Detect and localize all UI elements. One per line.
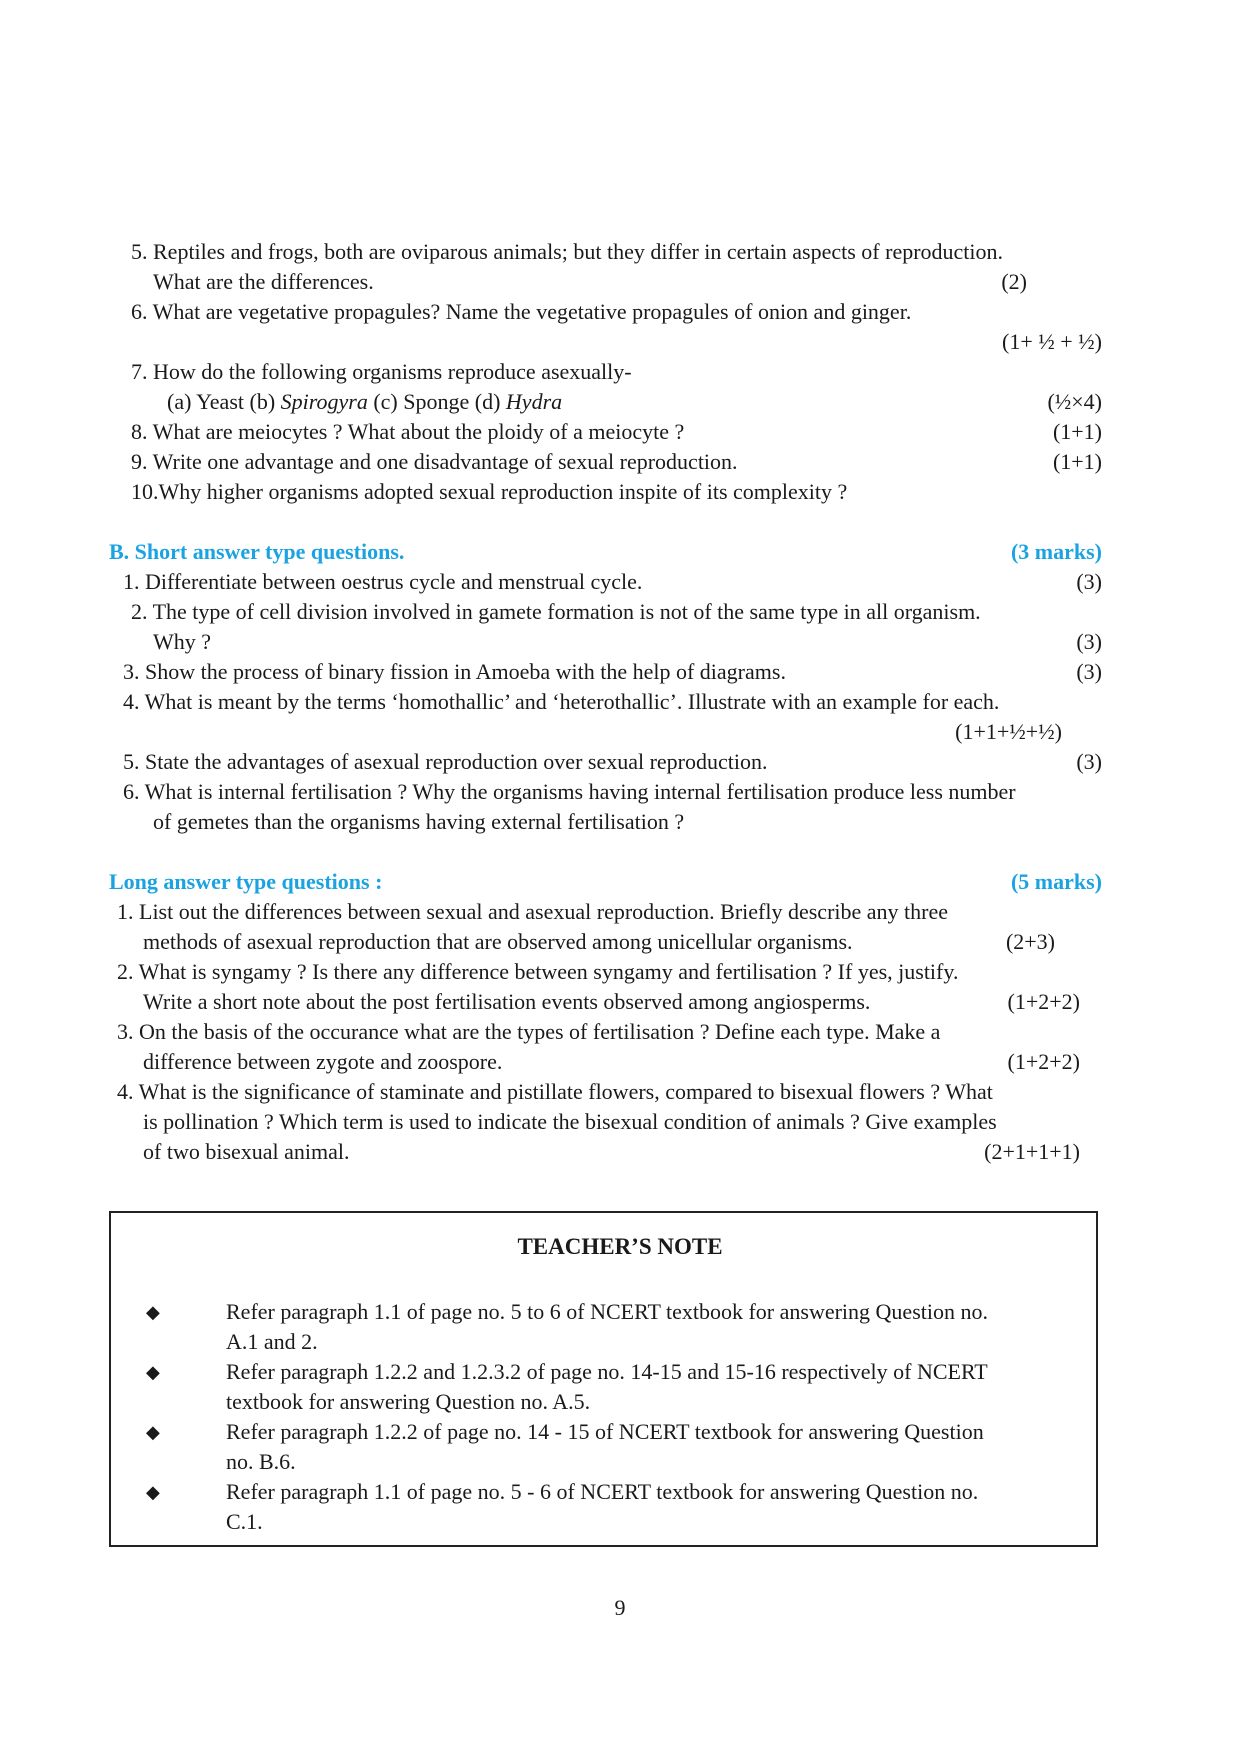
question-a7-options xyxy=(167,387,562,417)
question-c2-marks: (1+2+2) xyxy=(1007,989,1080,1014)
question-c1-marks: (2+3) xyxy=(1005,929,1055,954)
question-a5-marks: (2) xyxy=(1001,269,1027,294)
question-b2-line1: 2. The type of cell division involved in gamete formation is not of the same type in all organism. xyxy=(131,599,981,624)
question-a8-marks: (1+1) xyxy=(1052,419,1102,444)
diamond-bullet-icon: ◆ xyxy=(146,1302,160,1322)
question-a5-line2: What are the differences. xyxy=(153,269,374,294)
question-c2-line2: Write a short note about the post fertilisation events observed among angiosperms. xyxy=(143,989,871,1014)
diamond-bullet-icon: ◆ xyxy=(146,1362,160,1382)
question-c3-marks: (1+2+2) xyxy=(1007,1049,1080,1074)
question-a10: 10.Why higher organisms adopted sexual reproduction inspite of its complexity ? xyxy=(131,479,848,504)
note-4-line2: C.1. xyxy=(226,1509,263,1534)
question-a7-line1: 7. How do the following organisms reproduce asexually- xyxy=(131,359,632,384)
section-b-heading: B. Short answer type questions. xyxy=(109,539,405,564)
question-a7-marks: (½×4) xyxy=(1047,389,1102,414)
question-a8: 8. What are meiocytes ? What about the ploidy of a meiocyte ? xyxy=(131,419,685,444)
question-a7-part-a: (a) Yeast (b) xyxy=(167,389,281,414)
page-number: 9 xyxy=(614,1595,626,1620)
note-3-line1: Refer paragraph 1.2.2 of page no. 14 - 15 of NCERT textbook for answering Question xyxy=(226,1419,984,1444)
diamond-bullet-icon: ◆ xyxy=(146,1422,160,1442)
question-b4-line1: 4. What is meant by the terms ‘homothallic’ and ‘heterothallic’. Illustrate with an example for each. xyxy=(123,689,1000,714)
question-c3-line2: difference between zygote and zoospore. xyxy=(143,1049,503,1074)
question-b1-marks: (3) xyxy=(1076,569,1102,594)
question-a6-marks: (1+ ½ + ½) xyxy=(1002,329,1102,354)
note-1-line1: Refer paragraph 1.1 of page no. 5 to 6 of NCERT textbook for answering Question no. xyxy=(226,1299,988,1324)
question-c4-line2: is pollination ? Which term is used to indicate the bisexual condition of animals ? Give examples xyxy=(143,1109,997,1134)
diamond-bullet-icon: ◆ xyxy=(146,1482,160,1502)
question-b3-marks: (3) xyxy=(1076,659,1102,684)
question-c3-line1: 3. On the basis of the occurance what are the types of fertilisation ? Define each type. Make a xyxy=(117,1019,941,1044)
question-b2-marks: (3) xyxy=(1076,629,1102,654)
question-a5-line1: 5. Reptiles and frogs, both are oviparous animals; but they differ in certain aspects of reproduction. xyxy=(131,239,1004,264)
question-a7-part-c: (c) Sponge (d) xyxy=(367,389,506,414)
question-c4-marks: (2+1+1+1) xyxy=(984,1139,1080,1164)
question-c4-line1: 4. What is the significance of staminate and pistillate flowers, compared to bisexual flowers ? What xyxy=(117,1079,993,1104)
note-2-line1: Refer paragraph 1.2.2 and 1.2.3.2 of page no. 14-15 and 15-16 respectively of NCERT xyxy=(226,1359,988,1384)
teachers-note-title: TEACHER’S NOTE xyxy=(517,1234,723,1259)
question-a6-line1: 6. What are vegetative propagules? Name the vegetative propagules of onion and ginger. xyxy=(131,299,912,324)
section-b-marks: (3 marks) xyxy=(1010,539,1102,564)
section-c-marks: (5 marks) xyxy=(1010,869,1102,894)
hydra-italic: Hydra xyxy=(505,389,563,414)
question-b5-marks: (3) xyxy=(1076,749,1102,774)
question-a9: 9. Write one advantage and one disadvantage of sexual reproduction. xyxy=(131,449,738,474)
spirogyra-italic: Spirogyra xyxy=(280,389,368,414)
note-2-line2: textbook for answering Question no. A.5. xyxy=(226,1389,591,1414)
question-c4-line3: of two bisexual animal. xyxy=(143,1139,350,1164)
question-c1-line2: methods of asexual reproduction that are observed among unicellular organisms. xyxy=(143,929,853,954)
question-b2-line2: Why ? xyxy=(153,629,212,654)
note-1-line2: A.1 and 2. xyxy=(226,1329,318,1354)
question-c1-line1: 1. List out the differences between sexual and asexual reproduction. Briefly describe any three xyxy=(117,899,949,924)
question-b5: 5. State the advantages of asexual reproduction over sexual reproduction. xyxy=(123,749,768,774)
section-c-heading: Long answer type questions : xyxy=(109,869,383,894)
question-a9-marks: (1+1) xyxy=(1052,449,1102,474)
question-c2-line1: 2. What is syngamy ? Is there any difference between syngamy and fertilisation ? If yes, justify. xyxy=(117,959,959,984)
question-b3: 3. Show the process of binary fission in Amoeba with the help of diagrams. xyxy=(123,659,786,684)
note-4-line1: Refer paragraph 1.1 of page no. 5 - 6 of NCERT textbook for answering Question no. xyxy=(226,1479,979,1504)
question-b4-marks: (1+1+½+½) xyxy=(955,719,1062,744)
question-b1: 1. Differentiate between oestrus cycle and menstrual cycle. xyxy=(123,569,643,594)
question-b6-line2: of gemetes than the organisms having external fertilisation ? xyxy=(153,809,685,834)
note-3-line2: no. B.6. xyxy=(226,1449,296,1474)
question-b6-line1: 6. What is internal fertilisation ? Why the organisms having internal fertilisation produce less number xyxy=(123,779,1016,804)
